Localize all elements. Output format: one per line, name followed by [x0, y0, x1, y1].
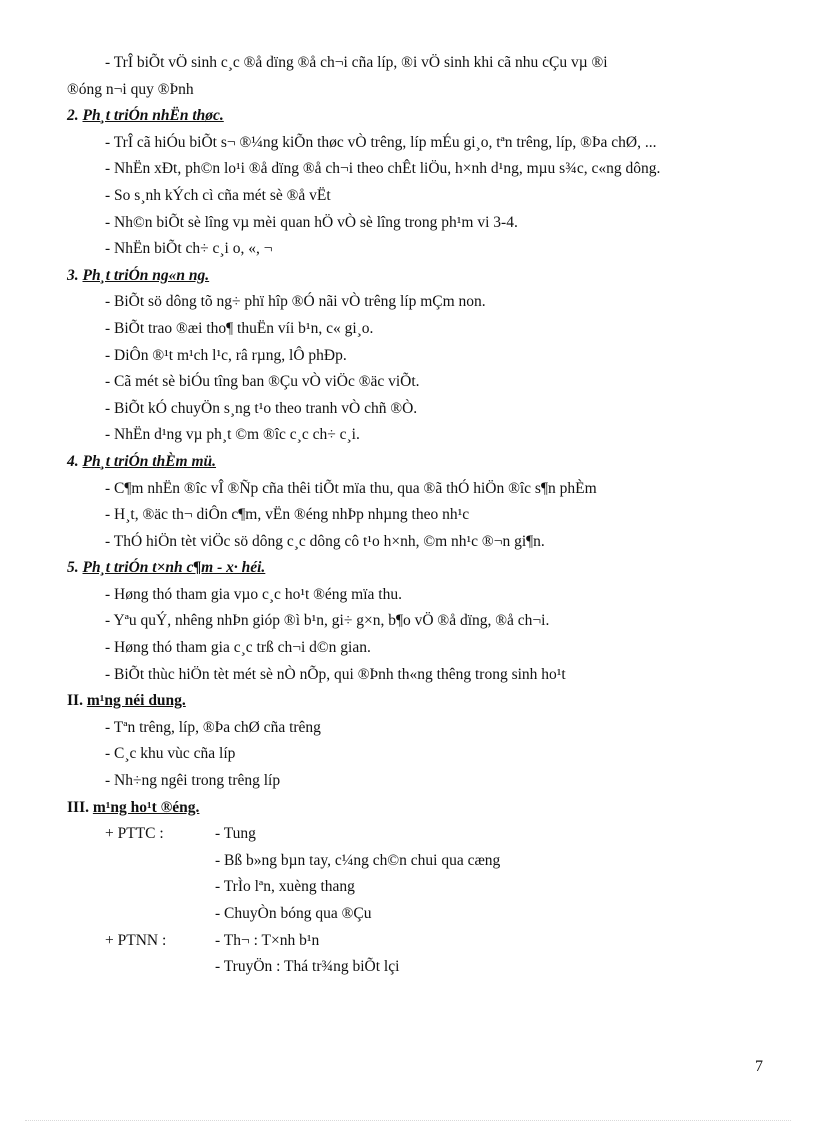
list-item: - Tung: [215, 825, 256, 843]
activity-group-pttc: [67, 821, 769, 848]
list-item: - TrÎ cã hiÓu biÕt s¬ ®¼ng kiÕn thøc vÒ trêng, líp mÉu gi¸o, tªn trêng, líp, ®Þa chØ, ...: [105, 133, 657, 151]
group-label: + PTNN :: [105, 931, 167, 949]
list-item: - C¶m nhËn ®îc vÎ ®Ñp cña thêi tiÕt mïa thu, qua ®ã thÓ hiÖn ®îc s¶n phÈm: [105, 479, 597, 497]
intro-line-2: ®óng n¬i quy ®Þnh: [67, 80, 194, 98]
list-item: - Tªn trêng, líp, ®Þa chØ cña trêng: [105, 718, 321, 736]
list-item: - Bß b»ng bµn tay, c¼ng ch©n chui qua cæng: [215, 851, 501, 869]
list-item: - C¸c khu vùc cña líp: [105, 745, 236, 763]
list-item: - H¸t, ®äc th¬ diÔn c¶m, vËn ®éng nhÞp nhµng theo nh¹c: [105, 506, 470, 524]
section-heading: 5. Ph¸t triÓn t×nh c¶m - x· héi.: [67, 559, 266, 577]
document-content: [67, 50, 769, 981]
page-number: 7: [755, 1058, 763, 1075]
list-item: - Høng thó tham gia c¸c trß ch¬i d©n gian.: [105, 639, 371, 657]
list-item: - TruyÖn : Thá tr¾ng biÕt lçi: [215, 958, 400, 976]
list-item: - BiÕt thùc hiÖn tèt mét sè nÒ nÕp, qui ®Þnh th«ng thêng trong sinh ho¹t: [105, 665, 566, 683]
list-item: - TrÌo lªn, xuèng thang: [215, 878, 355, 896]
list-item: - DiÔn ®¹t m¹ch l¹c, râ rµng, lÔ phÐp.: [105, 346, 347, 364]
list-item: - NhËn biÕt ch÷ c¸i o, «, ¬: [105, 240, 273, 258]
section-heading: II. m¹ng néi dung.: [67, 692, 186, 710]
list-item: - BiÕt kÓ chuyÖn s¸ng t¹o theo tranh vÒ chñ ®Ò.: [105, 399, 418, 417]
activity-group-ptnn: [67, 928, 769, 955]
list-item: - Th¬ : T×nh b¹n: [215, 931, 320, 949]
list-item: - Nh÷ng ngêi trong trêng líp: [105, 772, 281, 790]
group-label: + PTTC :: [105, 825, 164, 843]
list-item: - Cã mét sè biÓu tîng ban ®Çu vÒ viÖc ®äc viÕt.: [105, 373, 420, 391]
list-item: - Yªu quÝ, nhêng nhÞn gióp ®ì b¹n, gi÷ g×n, b¶o vÖ ®å dïng, ®å ch¬i.: [105, 612, 550, 630]
footer-divider: [25, 1120, 791, 1121]
list-item: - ChuyÒn bóng qua ®Çu: [215, 905, 372, 922]
list-item: - NhËn d¹ng vµ ph¸t ©m ®îc c¸c ch÷ c¸i.: [105, 426, 360, 444]
section-heading: III. m¹ng ho¹t ®éng.: [67, 798, 200, 816]
list-item: - So s¸nh kÝch cì cña mét sè ®å vËt: [105, 186, 331, 204]
intro-line-1: - TrÎ biÕt vÖ sinh c¸c ®å dïng ®å ch¬i cña líp, ®i vÖ sinh khi cã nhu cÇu vµ ®i: [105, 54, 608, 71]
list-item: - NhËn xÐt, ph©n lo¹i ®å dïng ®å ch¬i theo chÊt liÖu, h×nh d¹ng, mµu s¾c, c«ng dông.: [105, 160, 661, 178]
section-heading: 4. Ph¸t triÓn thÈm mü.: [67, 452, 217, 470]
list-item: - ThÓ hiÖn tèt viÖc sö dông c¸c dông cô t¹o h×nh, ©m nh¹c ®¬n gi¶n.: [105, 532, 545, 550]
list-item: - Høng thó tham gia vµo c¸c ho¹t ®éng mïa thu.: [105, 585, 402, 603]
section-heading: 2. Ph¸t triÓn nhËn thøc.: [67, 107, 224, 125]
section-heading: 3. Ph¸t triÓn ng«n ng.: [67, 266, 210, 284]
list-item: - Nh©n biÕt sè lîng vµ mèi quan hÖ vÒ sè lîng trong ph¹m vi 3-4.: [105, 213, 518, 231]
list-item: - BiÕt trao ®æi tho¶ thuËn víi b¹n, c« gi¸o.: [105, 319, 374, 337]
list-item: - BiÕt sö dông tõ ng÷ phï hîp ®Ó nãi vÒ trêng líp mÇm non.: [105, 293, 486, 311]
